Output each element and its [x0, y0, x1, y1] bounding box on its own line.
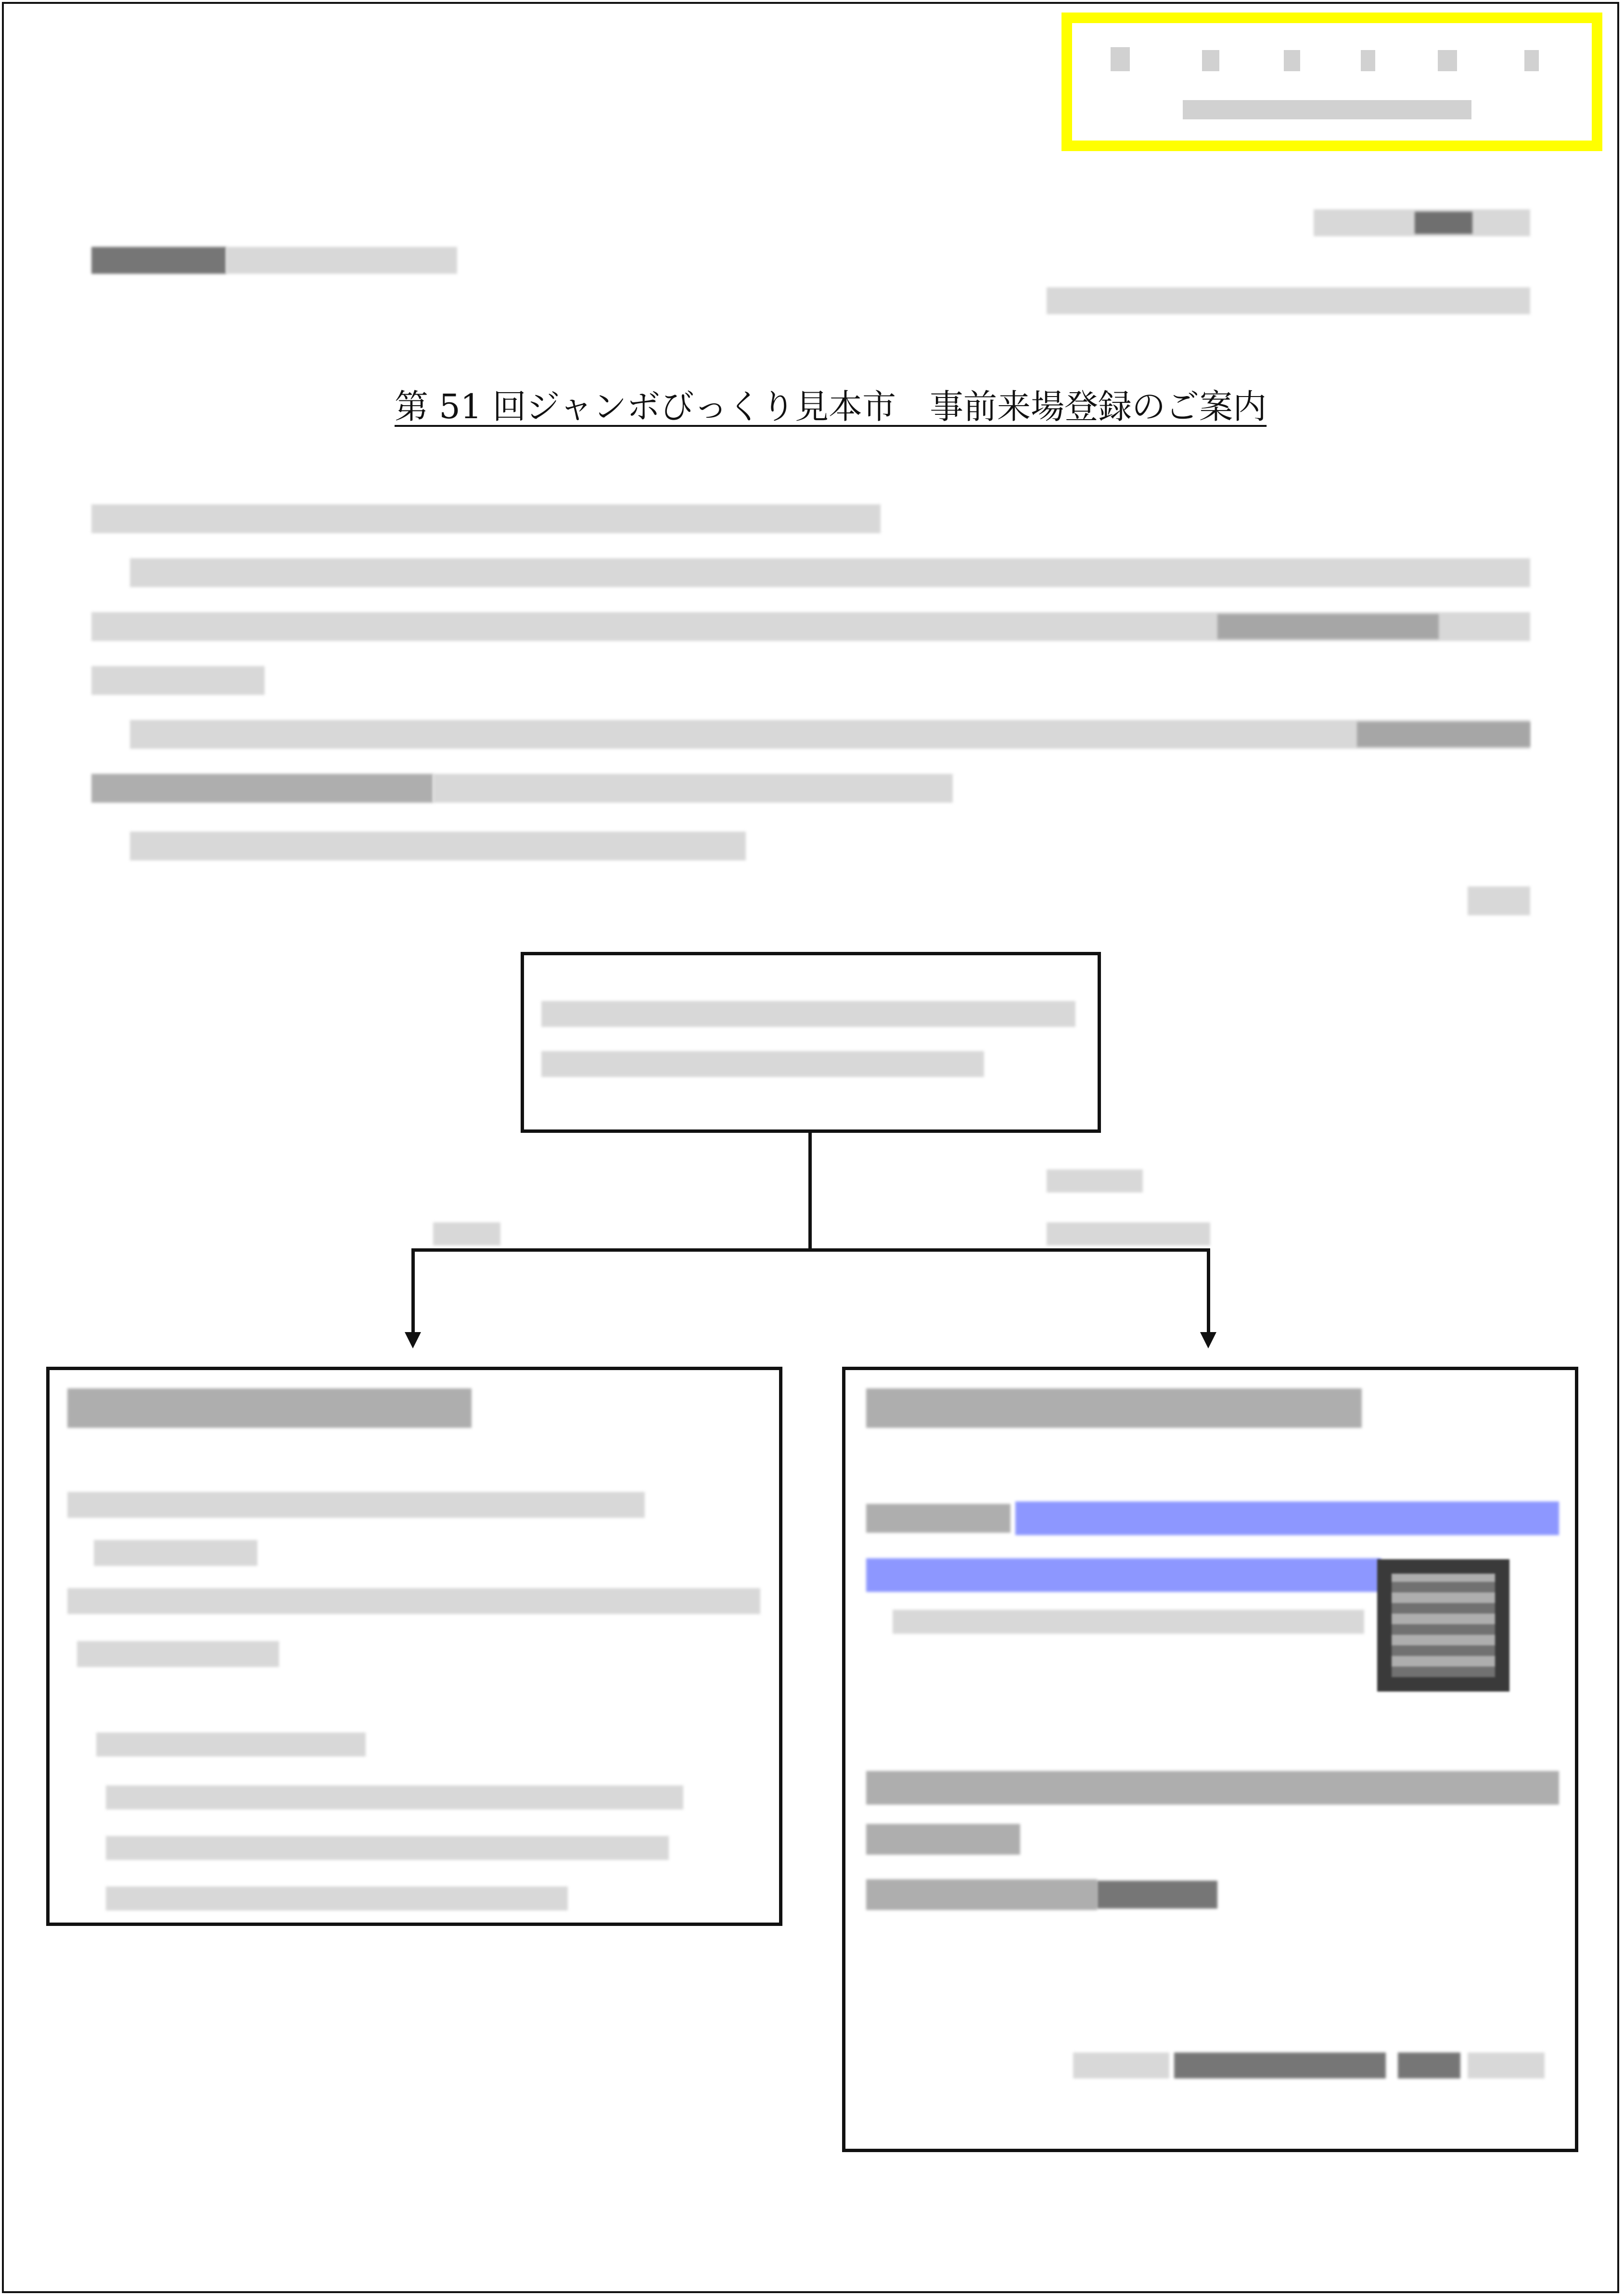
header-stamp-box	[1061, 13, 1602, 151]
invite-code-label	[866, 1879, 1097, 1910]
closing-word	[1468, 886, 1530, 915]
branch-label-left	[433, 1222, 500, 1245]
body-line	[130, 832, 746, 860]
connector-right-drop	[1207, 1248, 1210, 1334]
connector-vertical	[808, 1133, 812, 1250]
contact-extension	[1398, 2052, 1460, 2078]
invite-code-value	[1097, 1881, 1217, 1909]
qr-caption	[893, 1610, 1364, 1634]
left-box-heading	[67, 1388, 472, 1428]
left-box-line	[94, 1540, 257, 1566]
stamp-char	[1202, 50, 1219, 71]
body-line	[91, 504, 881, 533]
contact-line	[1073, 2052, 1169, 2078]
stamp-char	[1284, 50, 1300, 71]
stamp-char	[1438, 50, 1457, 71]
left-box-line	[77, 1641, 279, 1667]
page-title: 第 51 回ジャンボびっくり見本市 事前来場登録のご案内	[395, 387, 1267, 426]
body-highlight	[91, 774, 433, 803]
left-box-line	[67, 1492, 645, 1518]
body-line	[433, 774, 953, 803]
registration-link[interactable]	[866, 1558, 1381, 1592]
recipient-suffix	[226, 247, 457, 274]
arrow-down-icon	[405, 1332, 421, 1348]
qr-code-icon[interactable]	[1377, 1559, 1509, 1692]
recipient-name	[91, 247, 226, 274]
issue-date-highlight	[1415, 212, 1472, 234]
connector-horizontal	[411, 1248, 1210, 1252]
right-box-heading	[866, 1388, 1362, 1428]
step-two-line	[866, 1771, 1559, 1805]
body-line	[91, 666, 265, 695]
left-box-list-item	[106, 1785, 683, 1809]
body-highlight	[1357, 722, 1530, 747]
body-highlight	[1217, 614, 1439, 639]
contact-name	[1174, 2052, 1386, 2078]
body-line	[130, 558, 1530, 587]
left-box-list-item	[96, 1732, 366, 1757]
url-label	[866, 1504, 1010, 1533]
stamp-char	[1361, 50, 1375, 71]
connector-left-drop	[411, 1248, 415, 1334]
sender-line	[1047, 287, 1530, 314]
right-result-box	[842, 1367, 1578, 2152]
branch-label-right	[1047, 1169, 1143, 1193]
step-two-line	[866, 1824, 1020, 1855]
left-box-list-item	[106, 1836, 669, 1860]
stamp-char	[1111, 47, 1130, 71]
registration-link[interactable]	[1015, 1501, 1559, 1535]
left-box-line	[67, 1588, 760, 1614]
contact-line	[1468, 2052, 1545, 2078]
question-line	[541, 1001, 1075, 1027]
question-box	[521, 952, 1101, 1133]
stamp-subline	[1183, 100, 1471, 119]
arrow-down-icon	[1200, 1332, 1216, 1348]
stamp-char	[1524, 50, 1539, 71]
body-line	[130, 720, 1530, 749]
question-line	[541, 1051, 984, 1077]
left-box-list-item	[106, 1886, 568, 1911]
branch-label-right	[1047, 1222, 1210, 1245]
